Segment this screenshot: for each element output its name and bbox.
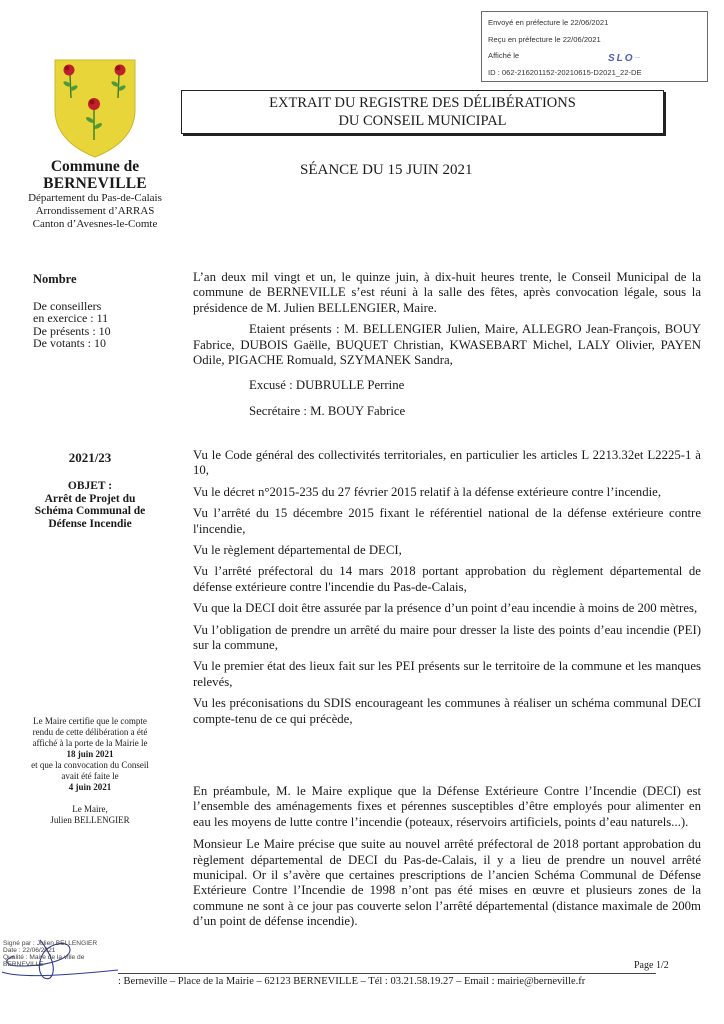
arrondissement: Arrondissement d’ARRAS — [35, 205, 155, 217]
vu-clauses — [193, 448, 701, 733]
objet-line-1: Arrêt de Projet du — [44, 492, 136, 505]
signature-ville: BERNEVILLE — [3, 961, 44, 968]
vu-clause: Vu le Code général des collectivités territoriales, en particulier les articles L 2213.32et L2225-1 à 10, — [193, 448, 701, 478]
vu-clause: Vu l’arrêté du 15 décembre 2015 fixant le référentiel national de la défense extérieure contre l'incendie, — [193, 506, 701, 536]
date-affichage: 18 juin 2021 — [66, 749, 114, 759]
slo-logo-icon: SLO~ — [608, 53, 643, 64]
date-convocation: 4 juin 2021 — [68, 782, 112, 792]
preambule-paragraph: En préambule, M. le Maire explique que la Défense Extérieure Contre l’Incendie (DECI) est l’ensemble des aménagements fixes et pérennes susceptibles d’être employés pour alimenter en eau les moyens de lutte contre l’incendie (poteaux, réservoirs artificiels, points d’eau naturels...). — [193, 784, 701, 829]
signer-title: Le Maire, — [72, 804, 108, 814]
intro-block — [193, 270, 701, 429]
title-line-2: DU CONSEIL MUNICIPAL — [338, 113, 507, 129]
presents-list: Etaient présents : M. BELLENGIER Julien, Maire, ALLEGRO Jean-François, BOUY Fabrice, DUBOIS Gaëlle, BUQUET Christian, KWASEBART Michel, LALY Olivier, PAYEN Odile, PIGACHE Romuald, SZYMANEK Sandra, — [193, 322, 701, 368]
coat-of-arms-icon — [53, 58, 137, 158]
electronic-signature — [3, 940, 123, 968]
votants-count: De votants : 10 — [33, 336, 106, 350]
certif-line: avait été faite le — [61, 771, 119, 781]
document-title — [181, 90, 664, 134]
stamp-affiche-row — [488, 48, 701, 65]
footer-address: : Berneville – Place de la Mairie – 62123 BERNEVILLE – Tél : 03.21.58.19.27 – Email : mairie@berneville.fr — [118, 976, 586, 987]
explanation-block — [193, 784, 701, 936]
prefecture-stamp — [481, 11, 708, 82]
intro-paragraph: L’an deux mil vingt et un, le quinze juin, à dix-huit heures trente, le Conseil Municipal de la commune de BERNEVILLE s’est réuni à la salle des fêtes, après convocation légale, sous la présidence de M. Julien BELLENGIER, Maire. — [193, 270, 701, 315]
page-number: Page 1/2 — [634, 960, 669, 971]
title-line-1: EXTRAIT DU REGISTRE DES DÉLIBÉRATIONS — [269, 95, 576, 111]
signer-name: Julien BELLENGIER — [50, 815, 130, 825]
deliberation-number: 2021/23 — [68, 450, 112, 465]
nombre-block — [33, 273, 213, 350]
secretaire: Secrétaire : M. BOUY Fabrice — [249, 403, 406, 418]
footer-divider — [118, 973, 656, 974]
certif-line: et que la convocation du Conseil — [31, 760, 149, 770]
vu-clause: Vu le décret n°2015-235 du 27 février 2015 relatif à la défense extérieure contre l’incendie, — [193, 484, 662, 499]
signe-par: Signé par : Julien BELLENGIER — [3, 940, 98, 947]
objet-line-3: Défense Incendie — [48, 517, 132, 530]
certif-line: rendu de cette délibération a été — [32, 727, 148, 737]
vu-clause: Vu que la DECI doit être assurée par la présence d’un point d’eau incendie à moins de 200 mètres, — [193, 601, 698, 616]
seance-date: SÉANCE DU 15 JUIN 2021 — [300, 162, 473, 178]
objet-line-2: Schéma Communal de — [34, 505, 146, 517]
stamp-envoye: Envoyé en préfecture le 22/06/2021 — [488, 18, 609, 27]
commune-name: BERNEVILLE — [43, 175, 147, 192]
vu-clause: Vu l’arrêté préfectoral du 14 mars 2018 portant approbation du règlement départemental de défense extérieure contre l'incendie du Pas-de-Calais, — [193, 564, 701, 594]
conseillers-label: De conseillers — [33, 298, 102, 313]
commune-label: Commune de — [50, 158, 140, 175]
vu-clause: Vu les préconisations du SDIS encourageant les communes à réaliser un schéma communal DECI compte-tenu de ce qui précède, — [193, 696, 701, 726]
vu-clause: Vu l’obligation de prendre un arrêté du maire pour dresser la liste des points d’eau incendie (PEI) sur la commune, — [193, 622, 701, 653]
vu-clause: Vu le règlement départemental de DECI, — [193, 543, 402, 558]
signature-qualite: Qualité : Maire de la ville de — [3, 954, 85, 961]
excuse: Excusé : DUBRULLE Perrine — [249, 378, 405, 393]
conseillers-count: en exercice : 11 — [33, 311, 109, 325]
presents-count: De présents : 10 — [33, 323, 111, 338]
stamp-recu: Reçu en préfecture le 22/06/2021 — [488, 34, 601, 44]
precise-paragraph: Monsieur Le Maire précise que suite au nouvel arrêté préfectoral de 2018 portant approbation du règlement départemental de DECI du Pas-de-Calais, il y a lieu de prendre un nouvel arrêté municipal. Or il s’avère que certaines prescriptions de l’ancien Schéma Communal de Défense Extérieure Contre l’Incendie de 1998 n’ont pas été mises en œuvre et plusieurs zones de la commune ne sont à ce jour pas couverte selon l’arrêté départemental (distance maximale de 200m d’un point de défense incendie). — [193, 837, 701, 929]
vu-clause: Vu le premier état des lieux fait sur les PEI présents sur le territoire de la commune et les manques relevés, — [193, 659, 701, 689]
stamp-id: ID : 062-216201152-20210615-D2021_22-DE — [488, 67, 642, 77]
canton: Canton d’Avesnes-le-Comte — [32, 218, 158, 230]
nombre-heading: Nombre — [33, 272, 77, 286]
certif-line: affiché à la porte de la Mairie le — [32, 738, 148, 748]
departement: Département du Pas-de-Calais — [28, 192, 162, 204]
certification-block — [0, 716, 180, 826]
commune-block — [0, 158, 190, 231]
objet-label: OBJET : — [67, 480, 113, 492]
signature-date: Date : 22/06/2021 — [3, 947, 56, 954]
certif-line: Le Maire certifie que le compte — [33, 716, 147, 726]
stamp-affiche: Affiché le — [488, 51, 520, 60]
objet-block — [0, 450, 180, 530]
